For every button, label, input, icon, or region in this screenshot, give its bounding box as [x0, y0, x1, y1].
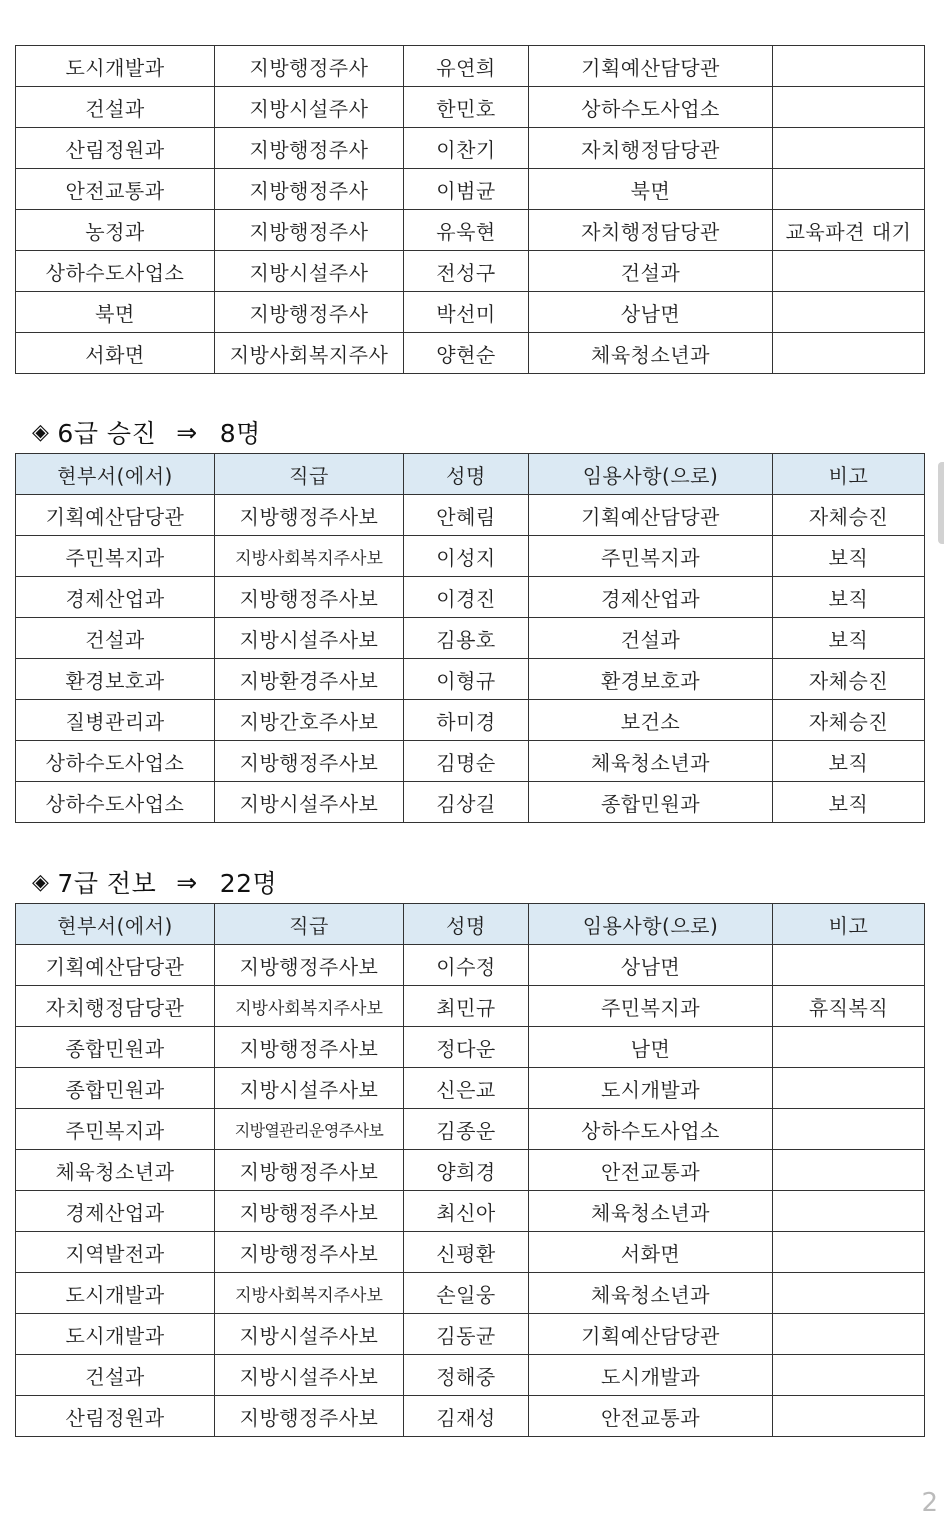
cell-rank: 지방행정주사: [215, 210, 404, 251]
cell-dept-to: 건설과: [529, 618, 773, 659]
table-row: [16, 1396, 925, 1437]
cell-dept-from: 도시개발과: [16, 1273, 215, 1314]
table-row: [16, 1068, 925, 1109]
cell-rank: 지방행정주사보: [215, 741, 404, 782]
cell-name: 최신아: [404, 1191, 529, 1232]
cell-remark: [773, 1314, 925, 1355]
cell-dept-from: 상하수도사업소: [16, 782, 215, 823]
cell-name: 김용호: [404, 618, 529, 659]
cell-dept-from: 도시개발과: [16, 46, 215, 87]
cell-remark: 자체승진: [773, 495, 925, 536]
cell-dept-from: 질병관리과: [16, 700, 215, 741]
cell-remark: 휴직복직: [773, 986, 925, 1027]
cell-name: 이찬기: [404, 128, 529, 169]
table-row: [16, 1150, 925, 1191]
cell-rank: 지방시설주사보: [215, 1068, 404, 1109]
table-row: [16, 782, 925, 823]
table-row: [16, 128, 925, 169]
cell-dept-from: 건설과: [16, 618, 215, 659]
header-dept-from: 현부서(에서): [16, 454, 215, 495]
cell-remark: 보직: [773, 536, 925, 577]
cell-dept-from: 건설과: [16, 1355, 215, 1396]
cell-rank: 지방환경주사보: [215, 659, 404, 700]
cell-rank: 지방열관리운영주사보: [215, 1109, 404, 1150]
arrow-icon: ⇒: [176, 867, 198, 897]
cell-name: 정해중: [404, 1355, 529, 1396]
cell-dept-to: 기획예산담당관: [529, 46, 773, 87]
cell-remark: [773, 292, 925, 333]
cell-remark: [773, 1068, 925, 1109]
cell-dept-to: 상하수도사업소: [529, 1109, 773, 1150]
cell-name: 최민규: [404, 986, 529, 1027]
cell-rank: 지방행정주사보: [215, 495, 404, 536]
cell-dept-to: 자치행정담당관: [529, 210, 773, 251]
table-row: [16, 1273, 925, 1314]
cell-remark: [773, 1027, 925, 1068]
cell-dept-from: 건설과: [16, 87, 215, 128]
cell-dept-from: 북면: [16, 292, 215, 333]
cell-dept-from: 서화면: [16, 333, 215, 374]
cell-dept-to: 상남면: [529, 292, 773, 333]
diamond-bullet-icon: ◈: [32, 419, 50, 445]
table-row: [16, 945, 925, 986]
cell-rank: 지방사회복지주사보: [215, 1273, 404, 1314]
cell-name: 김재성: [404, 1396, 529, 1437]
cell-dept-to: 주민복지과: [529, 536, 773, 577]
table-row: [16, 1109, 925, 1150]
table-row: [16, 210, 925, 251]
cell-name: 김상길: [404, 782, 529, 823]
cell-rank: 지방시설주사보: [215, 1355, 404, 1396]
cell-remark: [773, 251, 925, 292]
cell-dept-from: 도시개발과: [16, 1314, 215, 1355]
cell-remark: [773, 1273, 925, 1314]
section-heading-6th-grade-promotion: [32, 414, 261, 450]
header-name: 성명: [404, 904, 529, 945]
cell-rank: 지방사회복지주사: [215, 333, 404, 374]
cell-name: 이경진: [404, 577, 529, 618]
cell-dept-to: 안전교통과: [529, 1150, 773, 1191]
cell-rank: 지방행정주사: [215, 292, 404, 333]
cell-dept-from: 상하수도사업소: [16, 741, 215, 782]
table-row: [16, 1314, 925, 1355]
cell-remark: [773, 1150, 925, 1191]
scroll-handle[interactable]: [938, 462, 944, 544]
cell-dept-from: 종합민원과: [16, 1027, 215, 1068]
cell-rank: 지방행정주사보: [215, 945, 404, 986]
cell-name: 김동균: [404, 1314, 529, 1355]
cell-remark: [773, 128, 925, 169]
cell-dept-to: 도시개발과: [529, 1068, 773, 1109]
table-row: [16, 700, 925, 741]
cell-name: 박선미: [404, 292, 529, 333]
cell-rank: 지방행정주사보: [215, 1232, 404, 1273]
cell-name: 김명순: [404, 741, 529, 782]
cell-rank: 지방행정주사보: [215, 1191, 404, 1232]
cell-dept-to: 건설과: [529, 251, 773, 292]
table-row: [16, 1027, 925, 1068]
table-row: [16, 986, 925, 1027]
cell-rank: 지방행정주사보: [215, 1150, 404, 1191]
cell-dept-to: 남면: [529, 1027, 773, 1068]
cell-name: 양희경: [404, 1150, 529, 1191]
cell-name: 정다운: [404, 1027, 529, 1068]
transfer-table-7th-grade: [15, 903, 925, 1437]
cell-rank: 지방시설주사보: [215, 782, 404, 823]
cell-remark: [773, 945, 925, 986]
cell-dept-from: 체육청소년과: [16, 1150, 215, 1191]
cell-dept-from: 지역발전과: [16, 1232, 215, 1273]
cell-dept-to: 자치행정담당관: [529, 128, 773, 169]
table-row: [16, 1232, 925, 1273]
cell-remark: [773, 1109, 925, 1150]
cell-dept-from: 환경보호과: [16, 659, 215, 700]
cell-name: 안혜림: [404, 495, 529, 536]
cell-dept-to: 경제산업과: [529, 577, 773, 618]
cell-name: 양현순: [404, 333, 529, 374]
cell-remark: [773, 87, 925, 128]
section-count: 8명: [219, 419, 261, 448]
cell-dept-from: 기획예산담당관: [16, 495, 215, 536]
cell-name: 신평환: [404, 1232, 529, 1273]
cell-name: 김종운: [404, 1109, 529, 1150]
cell-name: 이형규: [404, 659, 529, 700]
cell-remark: [773, 333, 925, 374]
cell-name: 유연희: [404, 46, 529, 87]
arrow-icon: ⇒: [176, 417, 198, 447]
header-name: 성명: [404, 454, 529, 495]
cell-dept-from: 경제산업과: [16, 1191, 215, 1232]
header-dept-from: 현부서(에서): [16, 904, 215, 945]
header-remark: 비고: [773, 454, 925, 495]
table-row: [16, 292, 925, 333]
cell-name: 전성구: [404, 251, 529, 292]
table-row: [16, 169, 925, 210]
cell-rank: 지방시설주사: [215, 87, 404, 128]
cell-remark: 보직: [773, 577, 925, 618]
cell-name: 손일웅: [404, 1273, 529, 1314]
cell-remark: 교육파견 대기: [773, 210, 925, 251]
table-row: [16, 618, 925, 659]
cell-dept-from: 산림정원과: [16, 128, 215, 169]
cell-name: 한민호: [404, 87, 529, 128]
cell-remark: 보직: [773, 782, 925, 823]
cell-dept-from: 안전교통과: [16, 169, 215, 210]
section-title: 7급 전보: [57, 869, 157, 898]
cell-remark: [773, 169, 925, 210]
cell-rank: 지방시설주사: [215, 251, 404, 292]
cell-name: 신은교: [404, 1068, 529, 1109]
cell-dept-to: 체육청소년과: [529, 741, 773, 782]
table-row: [16, 1355, 925, 1396]
cell-remark: 보직: [773, 618, 925, 659]
cell-rank: 지방행정주사보: [215, 1396, 404, 1437]
table-row: [16, 46, 925, 87]
transfer-table-top: [15, 45, 925, 374]
table-row: [16, 536, 925, 577]
cell-rank: 지방사회복지주사보: [215, 536, 404, 577]
cell-name: 이수정: [404, 945, 529, 986]
cell-dept-to: 안전교통과: [529, 1396, 773, 1437]
cell-dept-to: 서화면: [529, 1232, 773, 1273]
table-row: [16, 251, 925, 292]
cell-dept-to: 체육청소년과: [529, 1273, 773, 1314]
cell-dept-to: 북면: [529, 169, 773, 210]
cell-dept-to: 기획예산담당관: [529, 495, 773, 536]
table-row: [16, 741, 925, 782]
cell-dept-from: 경제산업과: [16, 577, 215, 618]
cell-remark: [773, 46, 925, 87]
cell-dept-to: 체육청소년과: [529, 1191, 773, 1232]
cell-rank: 지방행정주사보: [215, 1027, 404, 1068]
cell-remark: [773, 1232, 925, 1273]
table-row: [16, 87, 925, 128]
cell-rank: 지방시설주사보: [215, 1314, 404, 1355]
cell-dept-from: 주민복지과: [16, 1109, 215, 1150]
diamond-bullet-icon: ◈: [32, 869, 50, 895]
cell-dept-to: 상하수도사업소: [529, 87, 773, 128]
table-row: [16, 659, 925, 700]
header-dept-to: 임용사항(으로): [529, 454, 773, 495]
page-number: 2: [921, 1488, 938, 1518]
cell-remark: [773, 1191, 925, 1232]
cell-remark: [773, 1355, 925, 1396]
cell-dept-to: 도시개발과: [529, 1355, 773, 1396]
header-row: [16, 454, 925, 495]
cell-name: 하미경: [404, 700, 529, 741]
header-dept-to: 임용사항(으로): [529, 904, 773, 945]
cell-dept-from: 농정과: [16, 210, 215, 251]
cell-dept-to: 환경보호과: [529, 659, 773, 700]
cell-dept-to: 체육청소년과: [529, 333, 773, 374]
cell-dept-to: 종합민원과: [529, 782, 773, 823]
cell-remark: 자체승진: [773, 659, 925, 700]
cell-remark: [773, 1396, 925, 1437]
cell-dept-to: 보건소: [529, 700, 773, 741]
section-count: 22명: [219, 869, 278, 898]
header-remark: 비고: [773, 904, 925, 945]
cell-dept-to: 기획예산담당관: [529, 1314, 773, 1355]
cell-dept-from: 기획예산담당관: [16, 945, 215, 986]
header-rank: 직급: [215, 904, 404, 945]
cell-dept-to: 상남면: [529, 945, 773, 986]
cell-name: 유욱현: [404, 210, 529, 251]
cell-rank: 지방행정주사: [215, 169, 404, 210]
cell-name: 이범균: [404, 169, 529, 210]
cell-rank: 지방간호주사보: [215, 700, 404, 741]
section-heading-7th-grade-transfer: [32, 864, 277, 900]
cell-rank: 지방시설주사보: [215, 618, 404, 659]
table-row: [16, 1191, 925, 1232]
header-row: [16, 904, 925, 945]
cell-dept-from: 상하수도사업소: [16, 251, 215, 292]
cell-dept-from: 자치행정담당관: [16, 986, 215, 1027]
cell-rank: 지방행정주사: [215, 128, 404, 169]
table-row: [16, 495, 925, 536]
cell-rank: 지방행정주사보: [215, 577, 404, 618]
table-row: [16, 577, 925, 618]
cell-remark: 보직: [773, 741, 925, 782]
cell-name: 이성지: [404, 536, 529, 577]
cell-dept-from: 종합민원과: [16, 1068, 215, 1109]
cell-rank: 지방행정주사: [215, 46, 404, 87]
section-title: 6급 승진: [57, 419, 157, 448]
cell-remark: 자체승진: [773, 700, 925, 741]
cell-dept-from: 산림정원과: [16, 1396, 215, 1437]
promotion-table-6th-grade: [15, 453, 925, 823]
table-row: [16, 333, 925, 374]
cell-dept-to: 주민복지과: [529, 986, 773, 1027]
header-rank: 직급: [215, 454, 404, 495]
cell-rank: 지방사회복지주사보: [215, 986, 404, 1027]
cell-dept-from: 주민복지과: [16, 536, 215, 577]
